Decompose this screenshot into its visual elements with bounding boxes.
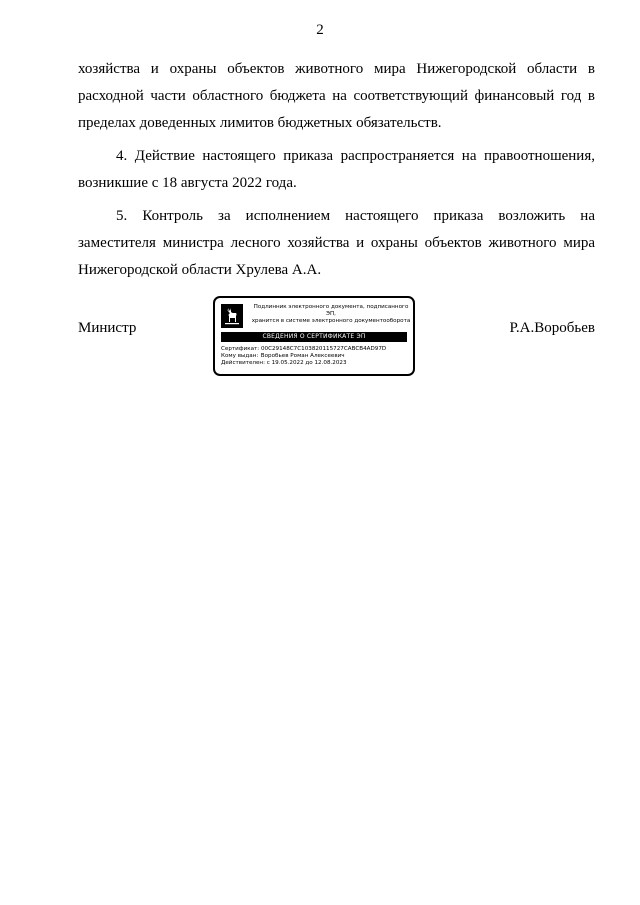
certificate-value: 00C29148C7C103820115727CABCB4AD97D <box>260 346 387 352</box>
paragraph-item-4: 4. Действие настоящего приказа распространяется на правоотношения, возникшие с 18 августа 2022 года. <box>78 148 595 191</box>
stamp-header-line-1: Подлинник электронного документа, подписанного ЭП, <box>253 304 409 317</box>
valid-row <box>221 360 409 367</box>
issued-to-row <box>221 353 409 360</box>
stamp-header-line-2: хранится в системе электронного документооборота <box>251 318 411 324</box>
nizhny-novgorod-deer-emblem-icon <box>221 304 243 328</box>
electronic-signature-stamp <box>213 296 415 376</box>
stamp-details <box>221 346 409 367</box>
paragraph-item-5: 5. Контроль за исполнением настоящего приказа возложить на заместителя министра лесного хозяйства и охраны объектов животного мира Нижегородской области Хрулева А.А. <box>78 208 595 278</box>
stamp-header <box>251 304 411 325</box>
signer-title: Министр <box>78 320 137 336</box>
signature-block <box>78 296 595 381</box>
certificate-row <box>221 346 409 353</box>
page-number: 2 <box>316 22 324 38</box>
document-body <box>78 56 595 284</box>
issued-to-label: Кому выдан: <box>221 353 259 359</box>
paragraph-continuation: хозяйства и охраны объектов животного мира Нижегородской области в расходной части областного бюджета на соответствующий финансовый год в пределах доведенных лимитов бюджетных обязательств. <box>78 61 595 131</box>
certificate-label: Сертификат: <box>221 346 260 352</box>
issued-to-value: Воробьев Роман Алексеевич <box>260 353 345 359</box>
signer-name: Р.А.Воробьев <box>509 320 595 336</box>
stamp-banner: СВЕДЕНИЯ О СЕРТИФИКАТЕ ЭП <box>221 332 407 342</box>
valid-label: Действителен: <box>221 360 265 366</box>
valid-value: с 19.05.2022 до 12.08.2023 <box>266 360 347 366</box>
